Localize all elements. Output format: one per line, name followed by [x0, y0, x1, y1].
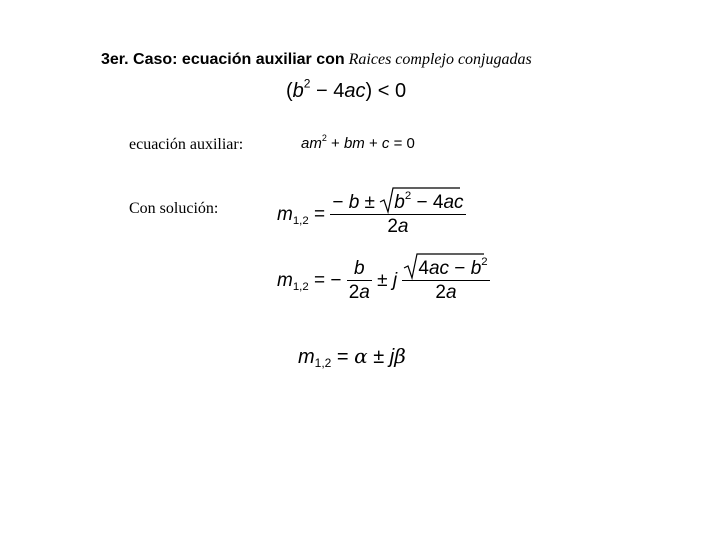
condition-equation: $(b^2 - 4ac) < 0$: [286, 76, 407, 102]
title-main: 3er. Caso: ecuación auxiliar con: [101, 51, 345, 68]
sqrt-icon: [404, 252, 418, 278]
auxiliary-equation-label: ecuación auxiliar:: [129, 136, 244, 153]
sqrt-icon: [380, 186, 394, 212]
title-italic: Raices complejo conjugadas: [348, 51, 532, 68]
slide-title: [101, 49, 532, 71]
final-roots-equation: $m_{1,2} = \alpha \pm j\beta$: [298, 344, 406, 371]
complex-roots-equation: $m_{1,2}$ = − $\frac{b}{2a}$ ± j $\frac{4ac - b^2}{2a}$: [277, 258, 490, 304]
solution-label: Con solución:: [129, 200, 219, 217]
quadratic-formula-equation: $m_{1,2}$ = − b ± $b^2 - 4ac$ 2a: [277, 192, 466, 238]
auxiliary-equation: $am^2$ + bm + c = 0: [301, 132, 415, 152]
